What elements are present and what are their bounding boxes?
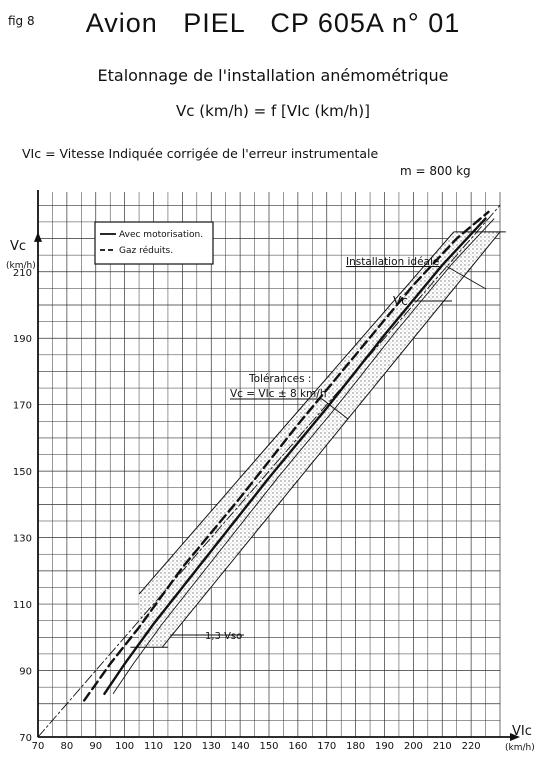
tolerance-label: Tolérances :	[249, 373, 312, 385]
y-tick-label: 210	[12, 267, 32, 279]
x-tick-label: 160	[288, 741, 308, 752]
legend-item-motorisation: Avec motorisation.	[119, 230, 204, 240]
x-tick-label: 170	[317, 741, 337, 752]
legend-item-gaz-reduits: Gaz réduits.	[119, 246, 174, 256]
annotation-vc: Vc	[393, 294, 408, 308]
x-tick-label: 80	[60, 741, 74, 752]
chart-subtitle: Etalonnage de l'installation anémométrique	[97, 66, 449, 85]
tolerance-band	[130, 232, 505, 647]
x-tick-label: 110	[143, 741, 164, 752]
y-tick-label: 190	[12, 334, 32, 346]
x-tick-label: 210	[432, 741, 452, 752]
x-tick-label: 130	[201, 741, 221, 752]
tolerance-upper-edge	[139, 232, 454, 594]
mass-text: m = 800 kg	[400, 164, 471, 178]
tolerance-lower-edge	[162, 232, 500, 647]
annotation-ideal: Installation idéale	[346, 256, 440, 268]
x-tick-label: 190	[374, 741, 395, 752]
x-tick-label: 150	[259, 741, 279, 752]
x-axis-unit: (km/h)	[505, 743, 535, 753]
y-tick-label: 90	[19, 666, 32, 678]
y-axis-unit: (km/h)	[6, 261, 36, 271]
page-title: Avion PIEL CP 605A n° 01	[85, 8, 461, 38]
x-axis-label: VIc	[512, 724, 532, 739]
y-axis-arrow	[34, 232, 42, 242]
y-tick-label: 170	[12, 400, 32, 412]
formula-text: Vc (km/h) = f [VIc (km/h)]	[176, 102, 370, 120]
x-tick-label: 140	[230, 741, 250, 752]
legend	[95, 222, 213, 264]
figure-number: fig 8	[8, 14, 35, 28]
x-tick-label: 90	[89, 741, 103, 752]
y-tick-label: 110	[12, 600, 32, 612]
x-tick-label: 220	[461, 741, 481, 752]
y-axis-label: Vc	[10, 239, 27, 254]
y-tick-label: 70	[19, 733, 32, 744]
y-tick-label: 130	[12, 533, 32, 545]
x-tick-label: 100	[115, 741, 135, 752]
definition-text: VIc = Vitesse Indiquée corrigée de l'erreur instrumentale	[22, 146, 379, 161]
annotation-vso: 1,3 Vso	[205, 631, 243, 642]
x-tick-label: 120	[172, 741, 192, 752]
tolerance-formula: Vc = VIc ± 8 km/h	[230, 388, 327, 400]
x-tick-label: 180	[346, 741, 366, 752]
x-tick-label: 200	[403, 741, 423, 752]
x-tick-label: 70	[31, 741, 45, 752]
y-tick-label: 150	[12, 467, 32, 479]
